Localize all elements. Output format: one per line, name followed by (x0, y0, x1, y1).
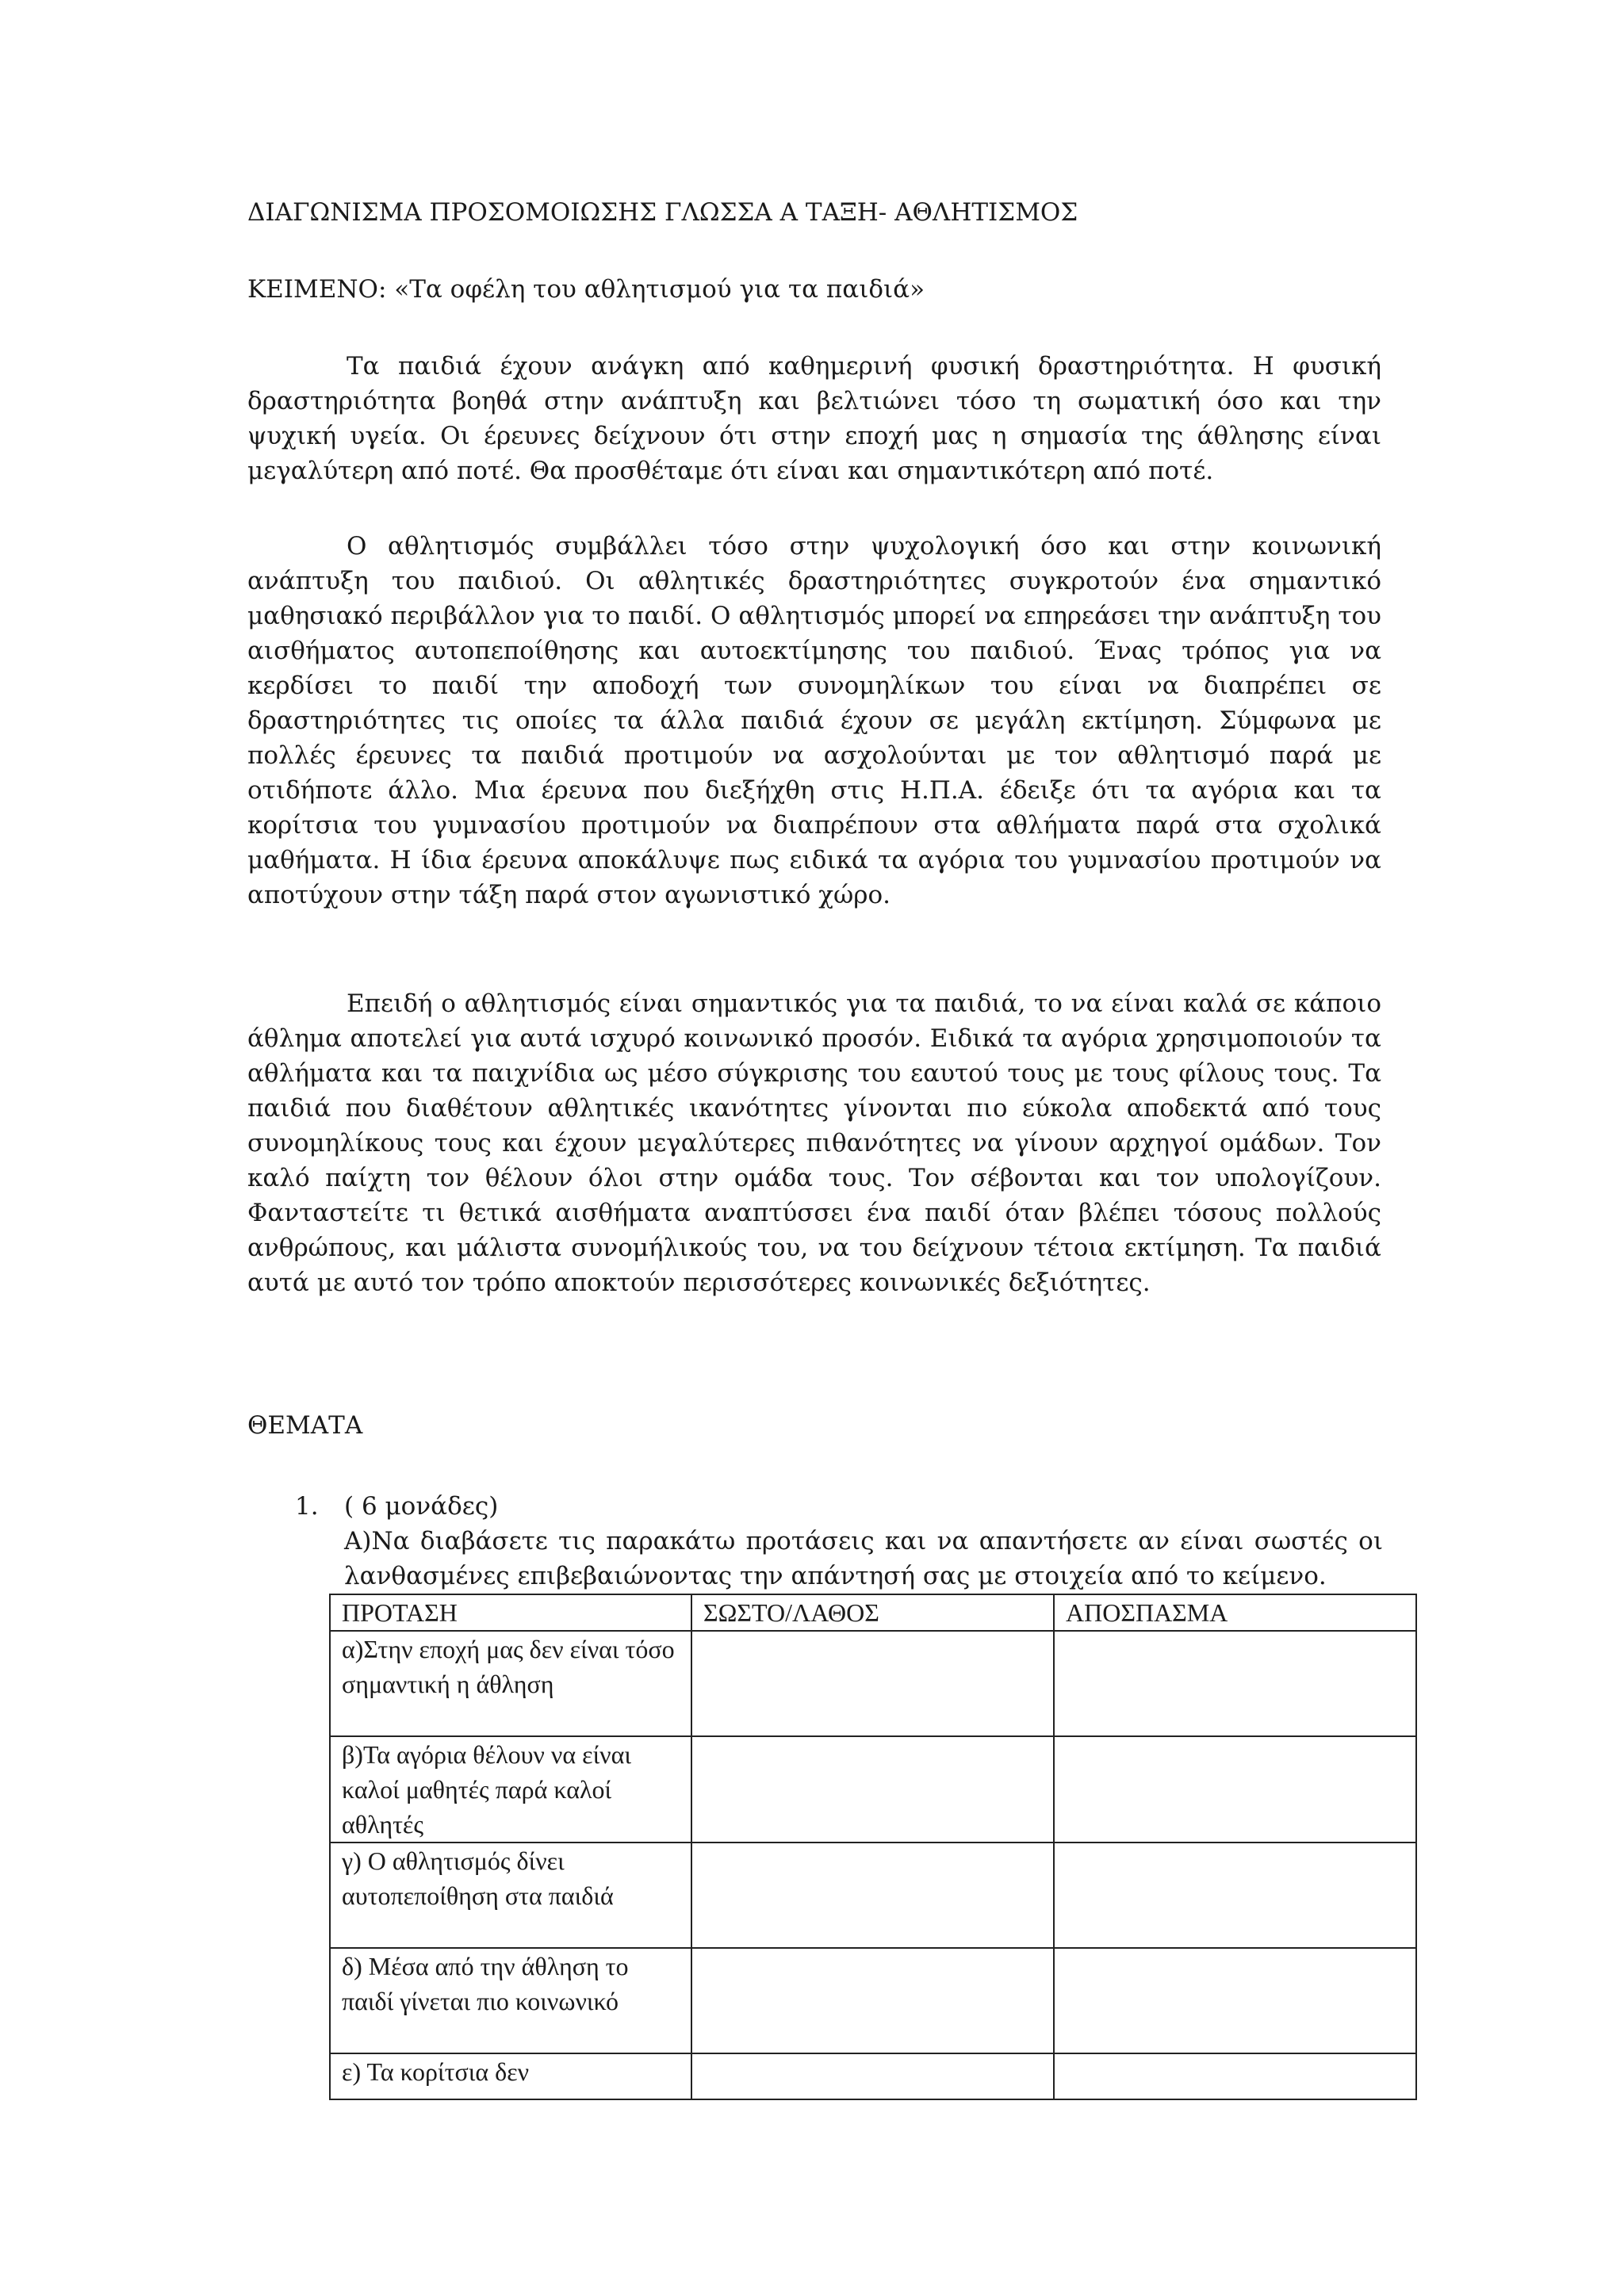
statement-cell (330, 1736, 691, 1843)
paragraph-2 (247, 529, 1381, 913)
true-false-cell[interactable] (691, 1843, 1054, 1948)
excerpt-cell[interactable] (1054, 1843, 1416, 1948)
table-row (330, 1843, 1416, 1948)
paragraph-1 (247, 349, 1381, 488)
text-heading: ΚΕΙΜΕΝΟ: «Τα οφέλη του αθλητισμού για τα παιδιά» (247, 275, 925, 304)
table-row (330, 1948, 1416, 2053)
true-false-cell[interactable] (691, 1736, 1054, 1843)
statement-cell (330, 1948, 691, 2053)
question-number: 1. (295, 1492, 319, 1521)
true-false-cell[interactable] (691, 1948, 1054, 2053)
column-header-excerpt: ΑΠΟΣΠΑΣΜΑ (1054, 1594, 1416, 1631)
statement-text: α)Στην εποχή μας δεν είναι τόσο σημαντική η άθληση (342, 1635, 675, 1698)
statement-cell (330, 1843, 691, 1948)
question-instruction: Α)Να διαβάσετε τις παρακάτω προτάσεις και να απαντήσετε αν είναι σωστές οι λανθασμένες επιβεβαιώνοντας την απάντησή σας με στοιχεία από το κείμενο. (344, 1527, 1383, 1590)
statement-cell (330, 1631, 691, 1736)
excerpt-cell[interactable] (1054, 2053, 1416, 2099)
statement-text: γ) Ο αθλητισμός δίνει αυτοπεποίθηση στα παιδιά (342, 1846, 614, 1910)
true-false-cell[interactable] (691, 1631, 1054, 1736)
excerpt-cell[interactable] (1054, 1631, 1416, 1736)
table-row (330, 2053, 1416, 2099)
paragraph-text: Ο αθλητισμός συμβάλλει τόσο στην ψυχολογική όσο και στην κοινωνική ανάπτυξη του παιδιού. Οι αθλητικές δραστηριότητες συγκροτούν ένα σημαντικό μαθησιακό περιβάλλον για το παιδί. Ο αθλητισμός μπορεί να επηρεάσει την ανάπτυξη του αισθήματος αυτοπεποίθησης και αυτοεκτίμησης του παιδιού. Ένας τρόπος για να κερδίσει το παιδί την αποδοχή των συνομηλίκων του είναι να διαπρέπει σε δραστηριότητες τις οποίες τα άλλα παιδιά έχουν σε μεγάλη εκτίμηση. Σύμφωνα με πολλές έρευνες τα παιδιά προτιμούν να ασχολούνται με τον αθλητισμό παρά με οτιδήποτε άλλο. Μια έρευνα που διεξήχθη στις Η.Π.Α. έδειξε ότι τα αγόρια και τα κορίτσια του γυμνασίου προτιμούν να διαπρέπουν στα αθλήματα παρά στα σχολικά μαθήματα. Η ίδια έρευνα αποκάλυψε πως ειδικά τα αγόρια του γυμνασίου προτιμούν να αποτύχουν στην τάξη παρά στον αγωνιστικό χώρο. (247, 532, 1381, 909)
statement-text: δ) Μέσα από την άθληση το παιδί γίνεται πιο κοινωνικό (342, 1952, 629, 2015)
column-header-true-false: ΣΩΣΤΟ/ΛΑΘΟΣ (691, 1594, 1054, 1631)
question-marks: ( 6 μονάδες) (344, 1492, 499, 1521)
statement-cell (330, 2053, 691, 2099)
paragraph-text: Τα παιδιά έχουν ανάγκη από καθημερινή φυσική δραστηριότητα. Η φυσική δραστηριότητα βοηθά στην ανάπτυξη και βελτιώνει τόσο τη σωματική όσο και την ψυχική υγεία. Οι έρευνες δείχνουν ότι στην εποχή μας η σημασία της άθλησης είναι μεγαλύτερη από ποτέ. Θα προσθέταμε ότι είναι και σημαντικότερη από ποτέ. (247, 352, 1381, 485)
excerpt-cell[interactable] (1054, 1736, 1416, 1843)
table-row (330, 1631, 1416, 1736)
table-header-row (330, 1594, 1416, 1631)
excerpt-cell[interactable] (1054, 1948, 1416, 2053)
statement-text: β)Τα αγόρια θέλουν να είναι καλοί μαθητές παρά καλοί αθλητές (342, 1740, 632, 1839)
column-header-statement: ΠΡΟΤΑΣΗ (330, 1594, 691, 1631)
table-row (330, 1736, 1416, 1843)
true-false-cell[interactable] (691, 2053, 1054, 2099)
answer-table (329, 1594, 1417, 2100)
themata-heading: ΘΕΜΑΤΑ (247, 1411, 363, 1440)
statement-text: ε) Τα κορίτσια δεν (342, 2057, 530, 2086)
document-title: ΔΙΑΓΩΝΙΣΜΑ ΠΡΟΣΟΜΟΙΩΣΗΣ ΓΛΩΣΣΑ Α ΤΑΞΗ- ΑΘΛΗΤΙΣΜΟΣ (247, 198, 1078, 227)
paragraph-text: Επειδή ο αθλητισμός είναι σημαντικός για τα παιδιά, το να είναι καλά σε κάποιο άθλημα αποτελεί για αυτά ισχυρό κοινωνικό προσόν. Ειδικά τα αγόρια χρησιμοποιούν τα αθλήματα και τα παιχνίδια ως μέσο σύγκρισης του εαυτού τους με τους φίλους τους. Τα παιδιά που διαθέτουν αθλητικές ικανότητες γίνονται πιο εύκολα αποδεκτά από τους συνομηλίκους τους και έχουν μεγαλύτερες πιθανότητες να γίνουν αρχηγοί ομάδων. Τον καλό παίχτη τον θέλουν όλοι στην ομάδα τους. Τον σέβονται και τον υπολογίζουν. Φανταστείτε τι θετικά αισθήματα αναπτύσσει ένα παιδί όταν βλέπει τόσους πολλούς ανθρώπους, και μάλιστα συνομήλικούς του, να του δείχνουν τέτοια εκτίμηση. Τα παιδιά αυτά με αυτό τον τρόπο αποκτούν περισσότερες κοινωνικές δεξιότητες. (247, 989, 1381, 1297)
paragraph-3 (247, 986, 1381, 1300)
